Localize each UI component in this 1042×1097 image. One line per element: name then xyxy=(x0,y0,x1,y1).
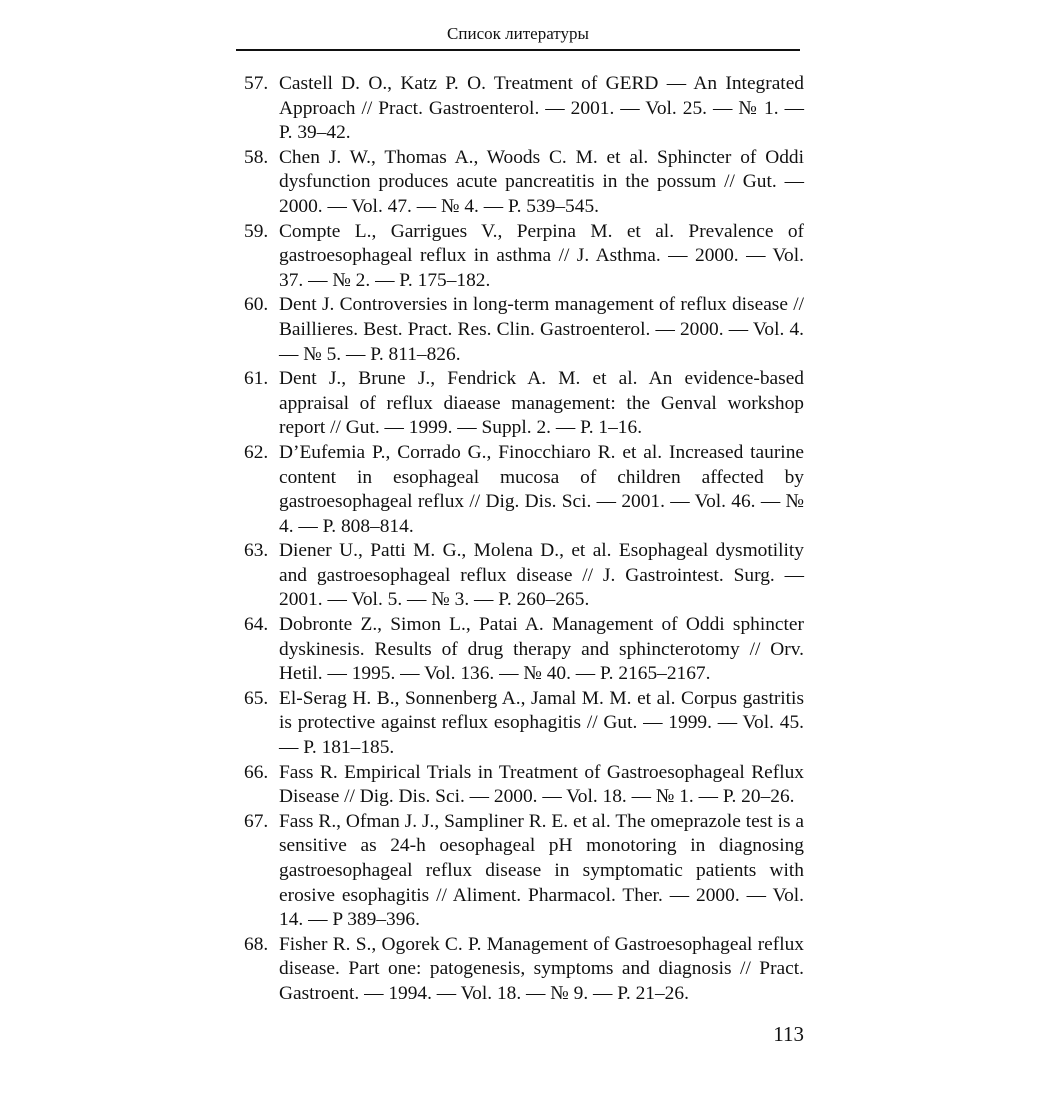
reference-text: Fisher R. S., Ogorek C. P. Management of Gastroesophageal reflux disease. Part one: patogenesis, symptoms and diagnosis // Pract. Gastroent. — 1994. — Vol. 18. — № 9. — P. 21–26. xyxy=(279,933,804,1004)
reference-item xyxy=(236,72,804,146)
reference-number: 59. xyxy=(244,220,269,242)
reference-item xyxy=(236,539,804,613)
reference-text: Diener U., Patti M. G., Molena D., et al. Esophageal dysmotility and gastroesophageal reflux disease // J. Gastrointest. Surg. — 2001. — Vol. 5. — № 3. — P. 260–265. xyxy=(279,540,804,611)
reference-number: 57. xyxy=(244,73,269,94)
reference-number: 63. xyxy=(244,540,269,562)
running-head: Список литературы xyxy=(447,24,589,43)
reference-item xyxy=(236,367,804,441)
reference-list xyxy=(236,72,804,1007)
page-number: 113 xyxy=(773,1022,804,1046)
header-rule xyxy=(236,49,800,51)
reference-item xyxy=(236,933,804,1007)
reference-number: 62. xyxy=(244,441,269,463)
reference-text: Dobronte Z., Simon L., Patai A. Management of Oddi sphincter dyskinesis. Results of drug therapy and sphincterotomy // Orv. Hetil. — 1995. — Vol. 136. — № 40. — P. 2165–2167. xyxy=(279,614,804,685)
reference-item xyxy=(236,687,804,761)
reference-number: 58. xyxy=(244,146,269,168)
reference-item xyxy=(236,441,804,539)
reference-item xyxy=(236,613,804,687)
reference-item xyxy=(236,220,804,294)
reference-item xyxy=(236,293,804,367)
reference-number: 65. xyxy=(244,687,269,709)
reference-text: Dent J., Brune J., Fendrick A. M. et al. An evidence-based appraisal of reflux diaease management: the Genval workshop report // Gut. — 1999. — Suppl. 2. — P. 1–16. xyxy=(279,368,804,439)
reference-text: Fass R. Empirical Trials in Treatment of Gastroesophageal Reflux Disease // Dig. Dis. Sci. — 2000. — Vol. 18. — № 1. — P. 20–26. xyxy=(279,761,804,808)
reference-item xyxy=(236,146,804,220)
reference-text: Compte L., Garrigues V., Perpina M. et al. Prevalence of gastroesophageal reflux in asthma // J. Asthma. — 2000. — Vol. 37. — № 2. — P. 175–182. xyxy=(279,220,804,291)
reference-number: 67. xyxy=(244,810,269,832)
reference-number: 66. xyxy=(244,761,269,783)
reference-text: Castell D. O., Katz P. O. Treatment of GERD — An Integrated Approach // Pract. Gastroenterol. — 2001. — Vol. 25. — № 1. — P. 39–42. xyxy=(279,73,804,144)
reference-item xyxy=(236,810,804,933)
reference-text: Fass R., Ofman J. J., Sampliner R. E. et al. The omeprazole test is a sensitive as 24-h oesophageal pH monotoring in diagnosing gastroesophageal reflux disease in symptomatic patients with erosive esophagitis // Aliment. Pharmacol. Ther. — 2000. — Vol. 14. — P 389–396. xyxy=(279,810,804,931)
reference-text: Chen J. W., Thomas A., Woods C. M. et al. Sphincter of Oddi dysfunction produces acute pancreatitis in the possum // Gut. — 2000. — Vol. 47. — № 4. — P. 539–545. xyxy=(279,146,804,217)
reference-number: 60. xyxy=(244,294,269,316)
reference-text: D’Eufemia P., Corrado G., Finocchiaro R. et al. Increased taurine content in esophageal mucosa of children affected by gastroesophageal reflux // Dig. Dis. Sci. — 2001. — Vol. 46. — № 4. — P. 808–814. xyxy=(279,441,804,537)
reference-item xyxy=(236,761,804,810)
reference-text: Dent J. Controversies in long-term management of reflux disease // Baillieres. Best. Pract. Res. Clin. Gastroenterol. — 2000. — Vol. 4. — № 5. — P. 811–826. xyxy=(279,294,804,365)
reference-text: El-Serag H. B., Sonnenberg A., Jamal M. M. et al. Corpus gastritis is protective against reflux esophagitis // Gut. — 1999. — Vol. 45. — P. 181–185. xyxy=(279,687,804,759)
reference-number: 68. xyxy=(244,933,269,955)
reference-number: 64. xyxy=(244,614,269,636)
reference-number: 61. xyxy=(244,368,269,390)
